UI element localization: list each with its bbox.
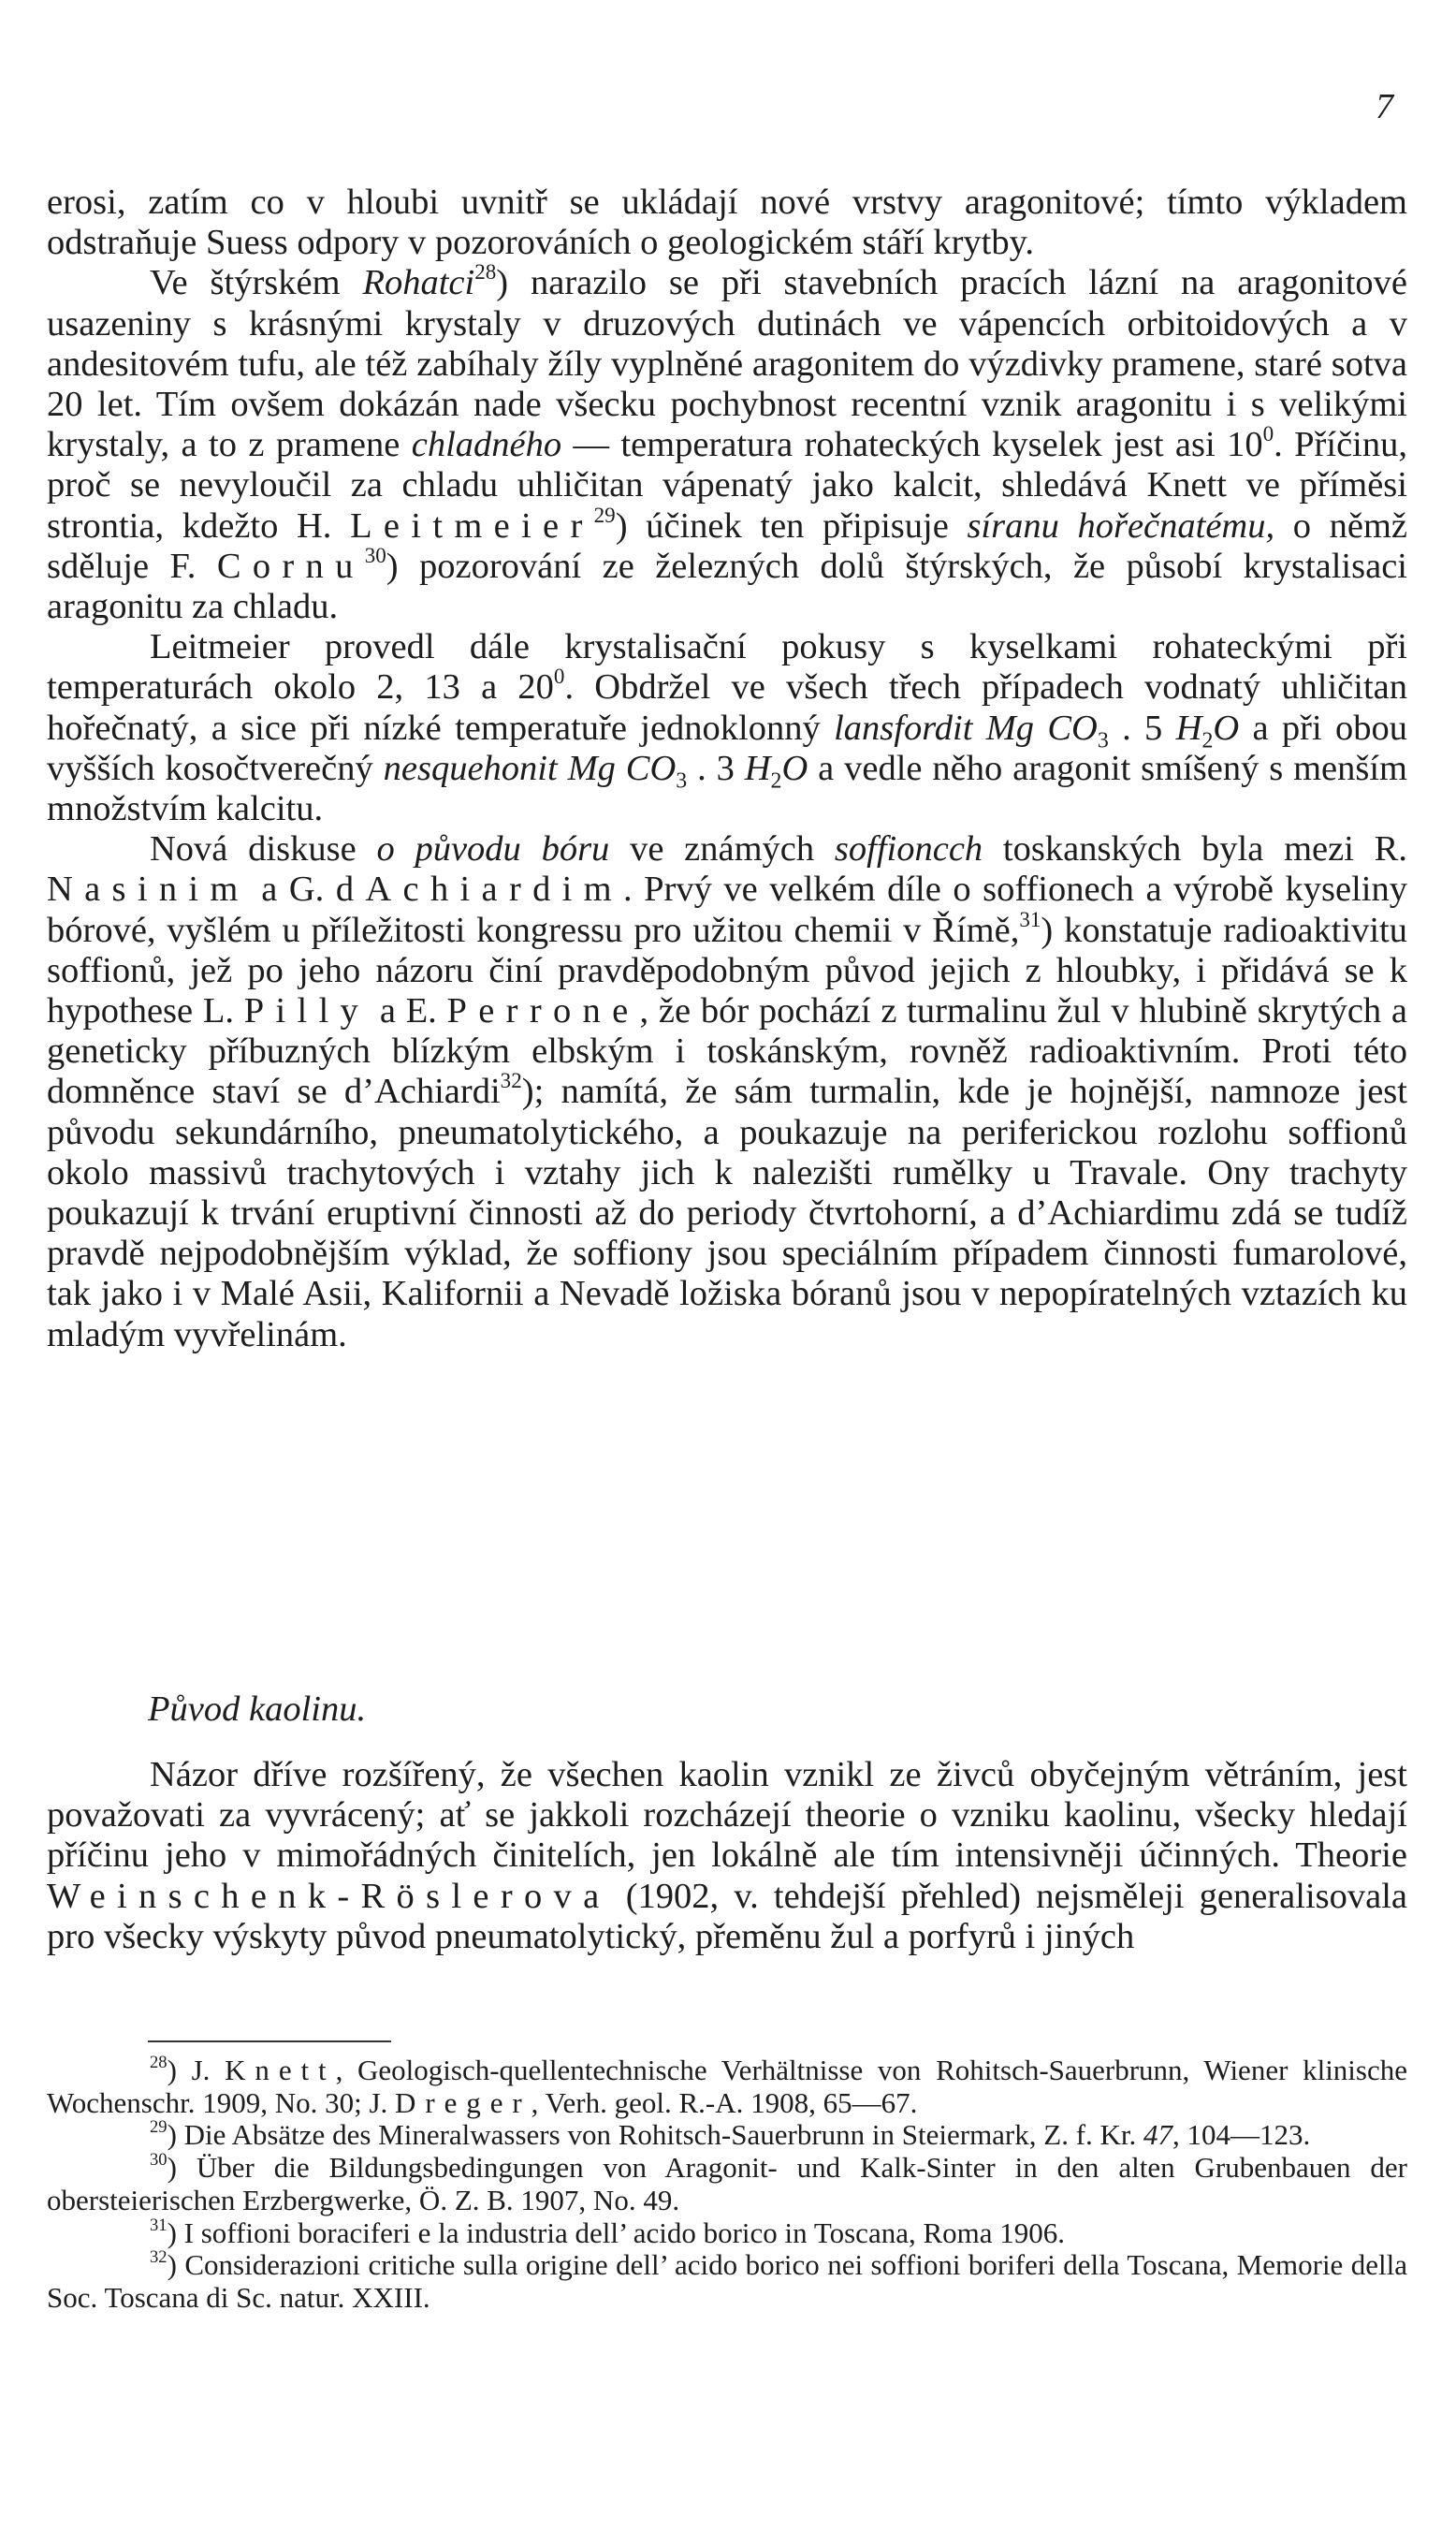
author-name: Cornu	[216, 546, 365, 586]
chemical-formula: Mg CO	[985, 708, 1098, 748]
paragraph: Názor dříve rozšířený, že všechen kaolin vznikl ze živců obyčejným větráním, jest považovati za vyvrácený; ať se jakkoli rozcházejí theorie o vzniku kaolinu, všecky hledají příčinu jeho v mimořádných činitelích, jen lokálně ale tím intensivněji účinných. Theorie Weinschenk-Röslerova (1902, v. tehdejší přehled) nejsměleji generalisovala pro všecky výskyty původ pneumatolytický, přeměnu žul a porfyrů i jiných	[47, 1755, 1407, 1956]
section-text	[47, 1755, 1407, 1957]
footnote-number: 28	[150, 2052, 167, 2072]
footnote-number: 30	[150, 2150, 167, 2171]
footnote: $^{31}$) I soffioni boraciferi e la industria dell’ acido borico in Toscana, Roma 1906.	[150, 2215, 1066, 2249]
chemical-formula: Mg CO	[567, 748, 677, 788]
footnote: $^{28}$) J. Knett, Geologisch-quellentechnische Verhältnisse von Rohitsch-Sauerbrunn, Wiener klinische Wochenschr. 1909, No. 30; J. Dreger, Verh. geol. R.-A. 1908, 65—67.	[47, 2052, 1407, 2119]
author-name: Leitmeier	[350, 505, 594, 546]
paragraph: Nová diskuse o původu bóru ve známých soffioncch toskanských byla mezi R. Nasinim a G. dAchiardim. Prvý ve velkém díle o soffionech a výrobě kyseliny bórové, vyšlém u příležitosti kongressu pro užitou chemii v Římě,$^{31}$) konstatuje radioaktivitu soffionů, jež po jeho názoru činí pravděpodobným původ jejich z hloubky, i přidává se k hypothese L. Pilly a E. Perrone, že bór pochází z turmalinu žul v hlubině skrytých a geneticky příbuzných blízkým elbským i toskánským, rovněž radioaktivním. Proti této domněnce staví se d’Achiardi$^{32}$); namítá, že sám turmalin, kde je hojnější, namnoze jest původu sekundárního, pneumatolytického, a poukazuje na periferickou rozlohu soffionů okolo massivů trachytových i vztahy jich k nalezišti rumělky u Travale. Ony trachyty poukazují k trvání eruptivní činnosti až do periody čtvrtohorní, a d’Achiardimu zdá se tudíž pravdě nejpodobnějším výklad, že soffiony jsou speciálním případem činnosti fumarolové, tak jako i v Malé Asii, Kalifornii a Nevadě ložiska bóranů jsou v nepopíratelných vztazích ku mladým vyvřelinám.	[47, 829, 1407, 1354]
footnote-ref[interactable]: 31	[1019, 906, 1041, 931]
footnote: $^{29}$) Die Absätze des Mineralwassers von Rohitsch-Sauerbrunn in Steiermark, Z. f. Kr. 47, 104—123.	[150, 2117, 1311, 2152]
footnote-number: 29	[150, 2117, 167, 2138]
footnotes	[47, 2052, 1407, 2315]
footnote: $^{32}$) Considerazioni critiche sulla origine dell’ acido borico nei soffioni boriferi della Toscana, Memorie della Soc. Toscana di Sc. natur. XXIII.	[47, 2247, 1407, 2314]
section-heading: Původ kaolinu.	[148, 1689, 367, 1729]
footnote-ref[interactable]: 28	[474, 259, 497, 285]
footnote-ref[interactable]: 29	[593, 502, 616, 527]
paragraph: Leitmeier provedl dále krystalisační pokusy s kyselkami rohateckými při temperaturách okolo 2, 13 a $20^0$. Obdržel ve všech třech případech vodnatý uhličitan hořečnatý, a sice při nízké temperatuře jednoklonný lansfordit Mg $CO_3$ . 5 $H_2O$ a při obou vyšších kosočtverečný nesquehonit Mg $CO_3$ . 3 $H_2O$ a vedle něho aragonit smíšený s menším množstvím kalcitu.	[47, 627, 1408, 829]
footnote-number: 31	[150, 2215, 167, 2235]
author-name: Perrone	[446, 991, 640, 1031]
paragraph: Ve štýrském Rohatci$^{28}$) narazilo se při stavebních pracích lázní na aragonitové usazeniny s krásnými krystaly v druzových dutinách ve vápencích orbitoidových a v andesitovém tufu, ale též zabíhaly žíly vyplněné aragonitem do výzdivky pramene, staré sotva 20 let. Tím ovšem dokázán nade všecku pochybnost recentní vznik aragonitu i s velikými krystaly, a to z pramene chladného — temperatura rohateckých kyselek jest asi $10^0$. Příčinu, proč se nevyloučil za chladu uhličitan vápenatý jako kalcit, shledává Knett ve příměsi strontia, kdežto H. Leitmeier$^{29}$) účinek ten připisuje síranu hořečnatému, o němž sděluje F. Cornu$^{30}$) pozorování ze železných dolů štýrských, že působí krystalisaci aragonitu za chladu.	[47, 259, 1407, 627]
footnote-number: 32	[150, 2247, 167, 2268]
author-name: Pilly	[243, 991, 371, 1031]
main-text	[47, 183, 1407, 1355]
author-name: dAchiardim	[335, 870, 623, 910]
footnote: $^{30}$) Über die Bildungsbedingungen von Aragonit- und Kalk-Sinter in den alten Grubenbauen der obersteierischen Erzbergwerke, Ö. Z. B. 1907, No. 49.	[47, 2150, 1407, 2216]
paragraph: erosi, zatím co v hloubi uvnitř se ukládají nové vrstvy aragonitové; tímto výkladem odstraňuje Suess odpory v pozorováních o geologickém stáří krytby.	[47, 183, 1407, 263]
footnote-ref[interactable]: 30	[364, 542, 386, 567]
footnote-ref[interactable]: 32	[500, 1068, 522, 1093]
author-name: Weinschenk-Röslerova	[47, 1876, 611, 1916]
footnote-divider	[148, 2040, 391, 2042]
page-number: 7	[1376, 87, 1393, 126]
author-name: Nasinim	[47, 870, 250, 910]
